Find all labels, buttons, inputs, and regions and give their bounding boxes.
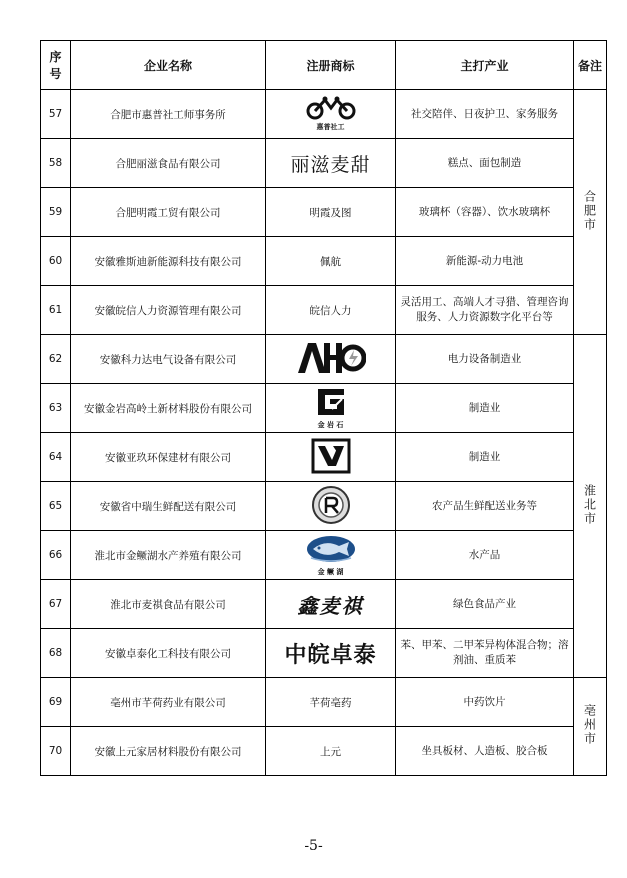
trademark-logo-jinyan	[266, 384, 396, 433]
note-bozhou	[574, 678, 607, 776]
row-industry: 坐具板材、人造板、胶合板	[396, 727, 574, 776]
trademark-logo-yajiu	[266, 433, 396, 482]
table-row	[41, 678, 607, 727]
row-name: 亳州市芊荷药业有限公司	[71, 678, 266, 727]
header-name: 企业名称	[71, 41, 266, 90]
table-row	[41, 433, 607, 482]
row-name: 安徽卓泰化工科技有限公司	[71, 629, 266, 678]
row-name: 安徽亚玖环保建材有限公司	[71, 433, 266, 482]
lizi-logo-text: 丽滋麦甜	[290, 153, 371, 176]
table-row	[41, 188, 607, 237]
row-name: 安徽上元家居材料股份有限公司	[71, 727, 266, 776]
row-industry: 中药饮片	[396, 678, 574, 727]
huipu-logo-icon	[301, 96, 361, 122]
row-industry: 水产品	[396, 531, 574, 580]
row-industry: 电力设备制造业	[396, 335, 574, 384]
row-trademark: 明霞及图	[266, 188, 396, 237]
row-industry: 玻璃杯（容器）、饮水玻璃杯	[396, 188, 574, 237]
trademark-logo-huipu	[266, 90, 396, 139]
row-name: 合肥明霞工贸有限公司	[71, 188, 266, 237]
note-text: 合肥市	[582, 189, 597, 232]
row-industry: 社交陪伴、日夜护卫、家务服务	[396, 90, 574, 139]
table-row	[41, 335, 607, 384]
row-no: 61	[41, 286, 71, 335]
zhuotai-logo-text: 中皖卓泰	[284, 642, 377, 668]
row-no: 68	[41, 629, 71, 678]
table-header-row	[41, 41, 607, 90]
row-industry: 农产品生鲜配送业务等	[396, 482, 574, 531]
row-name: 合肥丽滋食品有限公司	[71, 139, 266, 188]
row-no: 65	[41, 482, 71, 531]
row-industry: 苯、甲苯、二甲苯异构体混合物；溶剂油、重质苯	[396, 629, 574, 678]
row-no: 57	[41, 90, 71, 139]
jinyan-logo-icon	[314, 387, 348, 417]
row-name: 安徽金岩高岭土新材料股份有限公司	[71, 384, 266, 433]
row-no: 69	[41, 678, 71, 727]
row-name: 安徽雅斯迪新能源科技有限公司	[71, 237, 266, 286]
row-name: 安徽科力达电气设备有限公司	[71, 335, 266, 384]
note-text: 淮北市	[582, 483, 597, 526]
trademark-logo-lizi	[266, 139, 396, 188]
header-no: 序号	[41, 41, 71, 90]
zhongrui-logo-icon	[311, 485, 351, 525]
header-trademark: 注册商标	[266, 41, 396, 90]
table-row	[41, 139, 607, 188]
table-row	[41, 580, 607, 629]
row-trademark: 佩航	[266, 237, 396, 286]
maiqi-logo-text: 鑫麦祺	[297, 593, 364, 618]
note-hefei	[574, 90, 607, 335]
table-row	[41, 531, 607, 580]
row-no: 70	[41, 727, 71, 776]
header-note: 备注	[574, 41, 607, 90]
header-industry: 主打产业	[396, 41, 574, 90]
table-row	[41, 629, 607, 678]
row-industry: 糕点、面包制造	[396, 139, 574, 188]
table-row	[41, 90, 607, 139]
row-no: 59	[41, 188, 71, 237]
row-name: 合肥市惠普社工师事务所	[71, 90, 266, 139]
trademark-logo-maiqi	[266, 580, 396, 629]
row-no: 62	[41, 335, 71, 384]
row-industry: 灵活用工、高端人才寻猎、管理咨询服务、人力资源数字化平台等	[396, 286, 574, 335]
note-text: 亳州市	[582, 704, 597, 746]
jinguihu-caption: 金 鳜 湖	[317, 567, 344, 576]
trademark-logo-zhuotai	[266, 629, 396, 678]
enterprise-table	[40, 40, 607, 776]
row-industry: 制造业	[396, 433, 574, 482]
row-no: 66	[41, 531, 71, 580]
trademark-logo-jinguihu	[266, 531, 396, 580]
row-trademark: 上元	[266, 727, 396, 776]
yajiu-logo-icon	[311, 438, 351, 474]
row-no: 58	[41, 139, 71, 188]
row-trademark: 芊荷亳药	[266, 678, 396, 727]
row-name: 淮北市麦祺食品有限公司	[71, 580, 266, 629]
row-no: 63	[41, 384, 71, 433]
row-name: 淮北市金鳜湖水产养殖有限公司	[71, 531, 266, 580]
table-row	[41, 727, 607, 776]
note-huaibei	[574, 335, 607, 678]
trademark-logo-aho	[266, 335, 396, 384]
row-industry: 制造业	[396, 384, 574, 433]
row-no: 64	[41, 433, 71, 482]
row-no: 60	[41, 237, 71, 286]
table-row	[41, 384, 607, 433]
trademark-logo-zhongrui	[266, 482, 396, 531]
table-row	[41, 237, 607, 286]
table-row	[41, 286, 607, 335]
row-trademark: 皖信人力	[266, 286, 396, 335]
row-no: 67	[41, 580, 71, 629]
jinyan-caption: 金 岩 石	[317, 420, 344, 429]
row-name: 安徽皖信人力资源管理有限公司	[71, 286, 266, 335]
row-industry: 新能源-动力电池	[396, 237, 574, 286]
page-number: -5-	[304, 838, 323, 854]
jinguihu-fish-icon	[305, 534, 357, 564]
row-name: 安徽省中瑞生鲜配送有限公司	[71, 482, 266, 531]
huipu-caption: 惠普社工	[316, 123, 345, 131]
aho-logo-icon	[296, 341, 366, 375]
row-industry: 绿色食品产业	[396, 580, 574, 629]
table-row	[41, 482, 607, 531]
